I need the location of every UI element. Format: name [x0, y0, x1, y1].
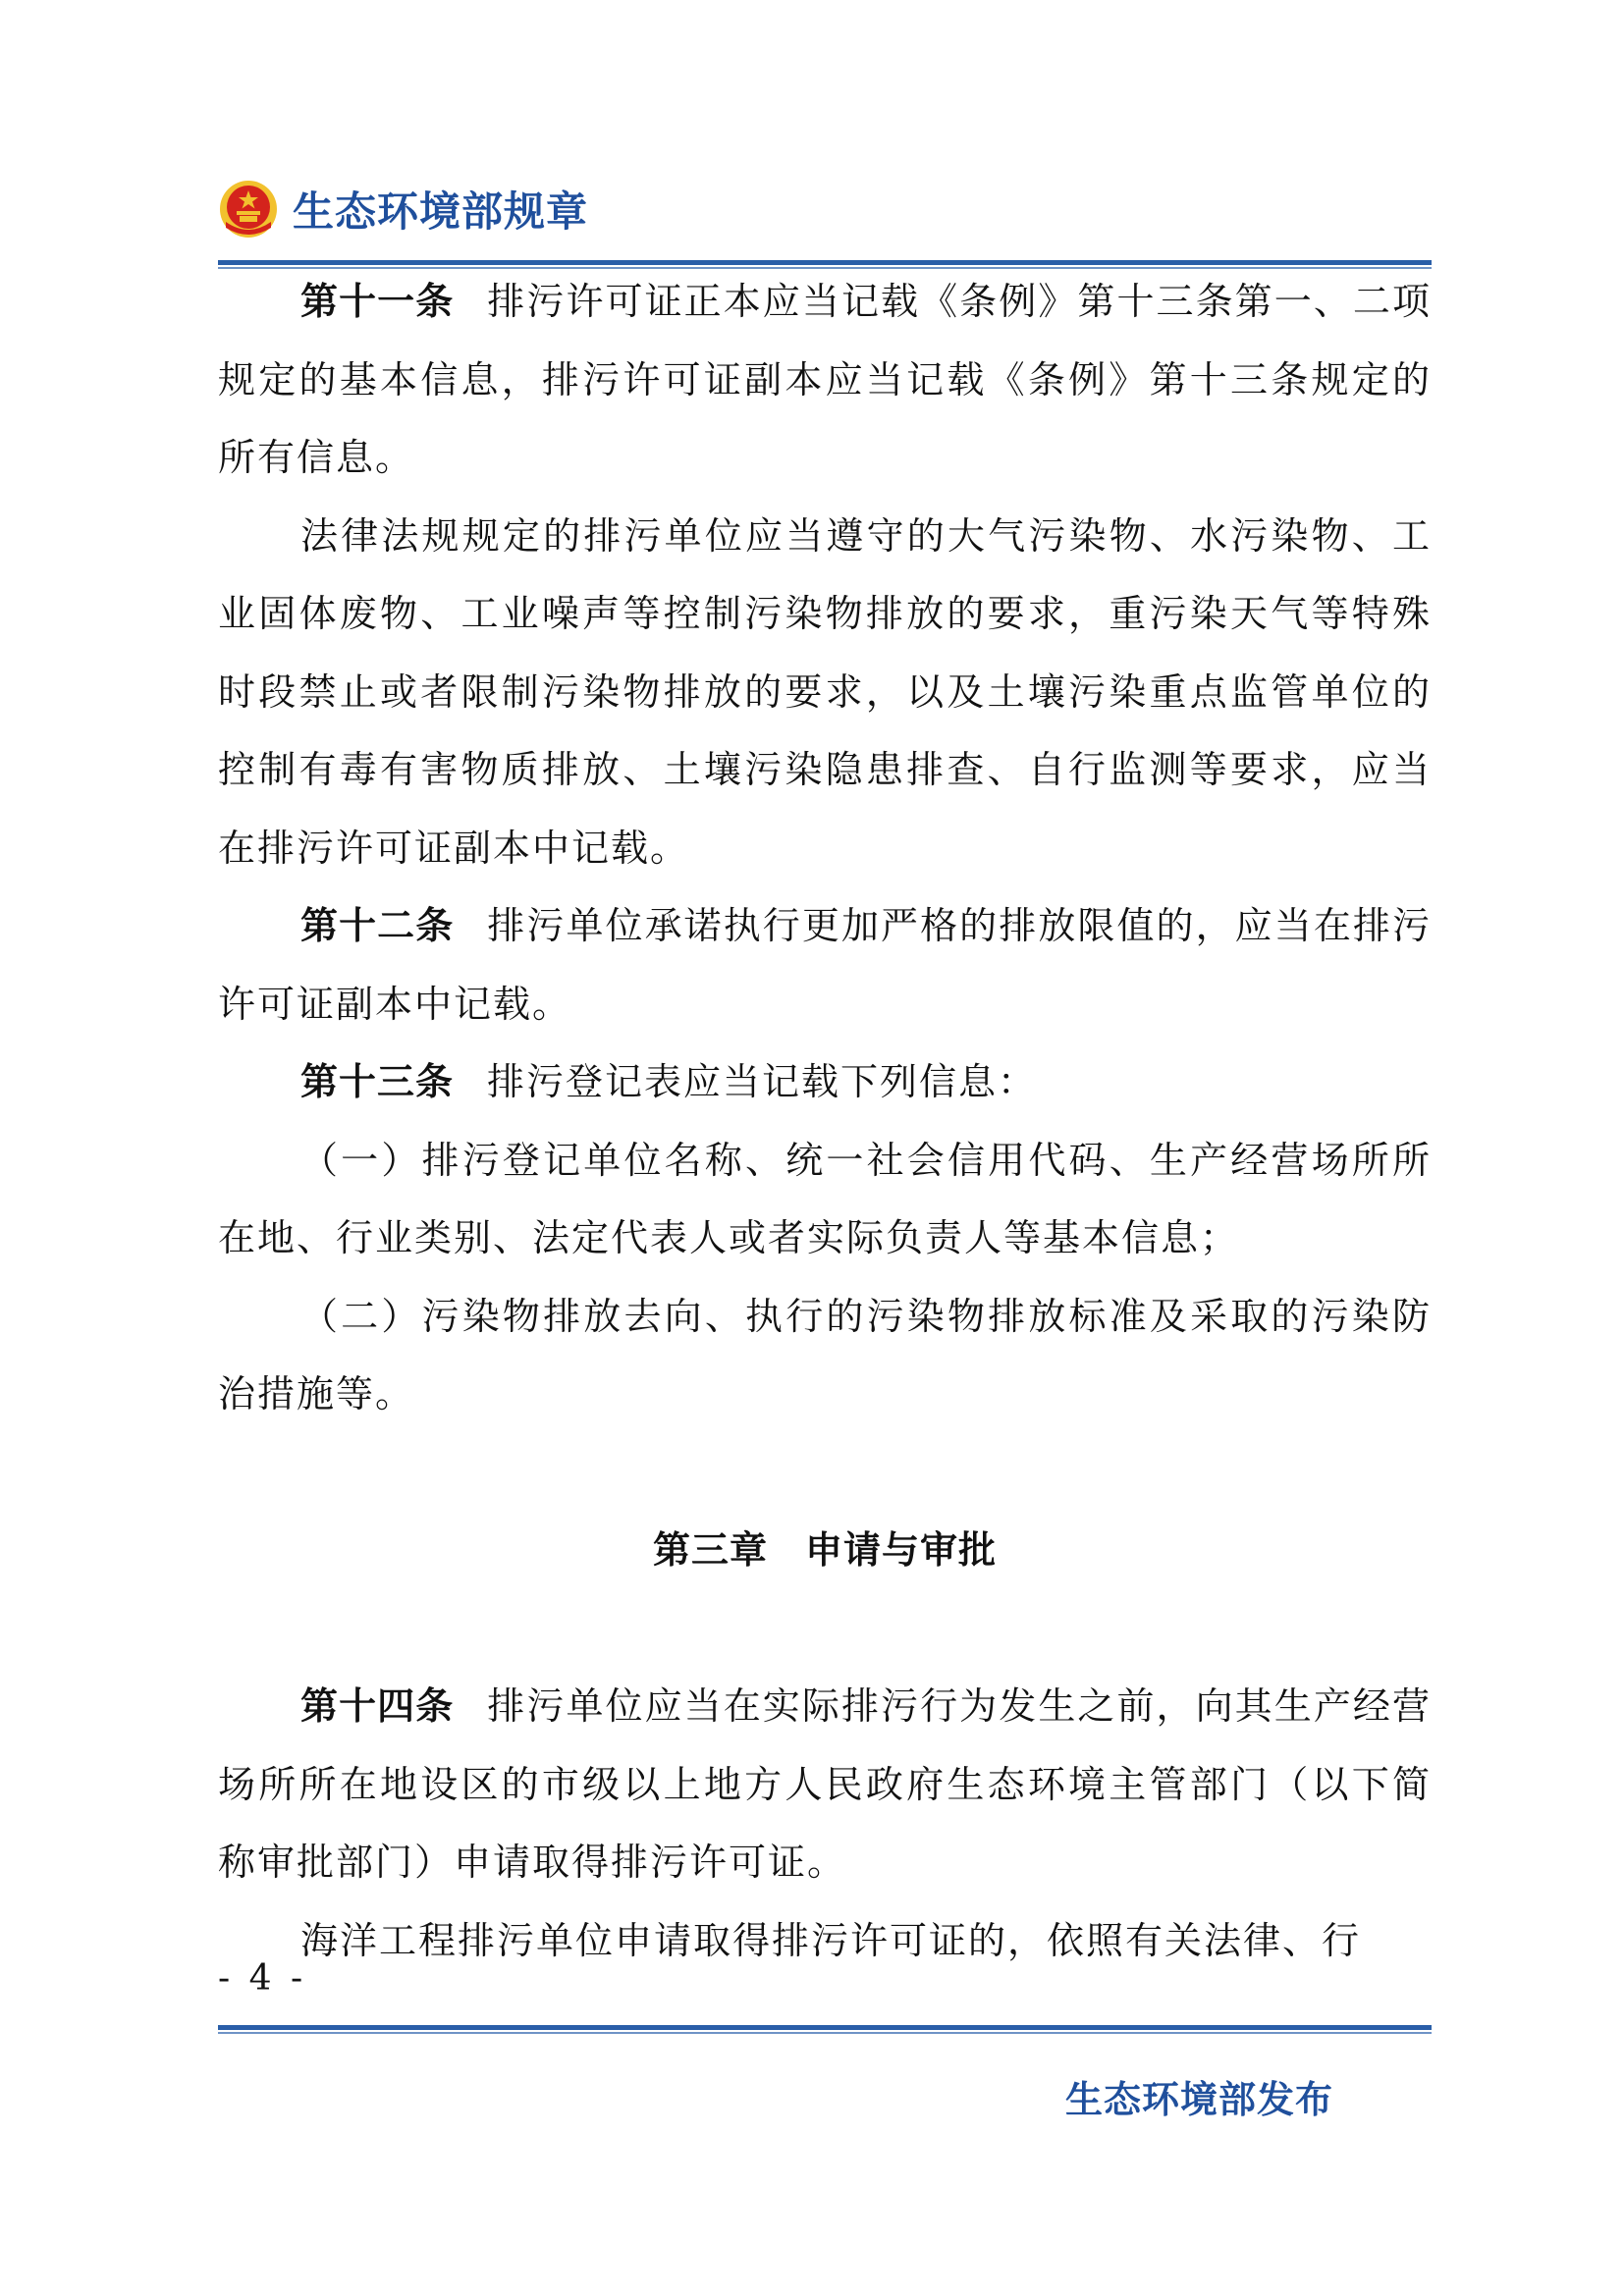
- article-heading: 第十一条: [300, 280, 455, 323]
- chapter-title: 申请与审批: [805, 1528, 998, 1572]
- article-heading: 第十二条: [300, 904, 455, 947]
- article-text: 排污登记表应当记载下列信息：: [487, 1060, 1038, 1103]
- article-heading: 第十四条: [300, 1684, 455, 1728]
- article-text: 排污许可证正本应当记载《条例》第十三条第一、二项规定的基本信息，排污许可证副本应当记载《条例》第十三条规定的所有信息。: [218, 280, 1432, 479]
- list-item: （一）排污登记单位名称、统一社会信用代码、生产经营场所所在地、行业类别、法定代表人或者实际负责人等基本信息；: [218, 1138, 1432, 1259]
- article-13: [218, 1043, 1432, 1122]
- spacer: [218, 1434, 1432, 1513]
- footer-rule-thin: [218, 2032, 1432, 2034]
- chapter-heading: [218, 1512, 1432, 1590]
- article-12: [218, 887, 1432, 1043]
- list-item: （二）污染物排放去向、执行的污染物排放标准及采取的污染防治措施等。: [218, 1294, 1432, 1415]
- document-body: [218, 263, 1432, 1980]
- footer-rule: [218, 2025, 1432, 2030]
- footer-publisher: 生态环境部发布: [1065, 2078, 1334, 2121]
- paragraph: 法律法规规定的排污单位应当遵守的大气污染物、水污染物、工业固体废物、工业噪声等控制污染物排放的要求，重污染天气等特殊时段禁止或者限制污染物排放的要求，以及土壤污染重点监管单位的控制有毒有害物质排放、土壤污染隐患排查、自行监测等要求，应当在排污许可证副本中记载。: [218, 513, 1432, 870]
- chapter-number: 第三章: [652, 1528, 768, 1572]
- article-heading: 第十三条: [300, 1060, 455, 1103]
- spacer: [218, 1590, 1432, 1669]
- paragraph: 海洋工程排污单位申请取得排污许可证的，依照有关法律、行: [300, 1918, 1362, 1962]
- article-11: [218, 263, 1432, 498]
- header-title: 生态环境部规章: [293, 187, 589, 236]
- article-text: 排污单位应当在实际排污行为发生之前，向其生产经营场所所在地设区的市级以上地方人民政府生态环境主管部门（以下简称审批部门）申请取得排污许可证。: [218, 1684, 1432, 1884]
- page-number: - 4 -: [218, 1958, 307, 1999]
- article-14: [218, 1668, 1432, 1902]
- article-text: 排污单位承诺执行更加严格的排放限值的，应当在排污许可证副本中记载。: [218, 904, 1432, 1026]
- page-header: [218, 175, 588, 243]
- national-emblem-icon: [218, 179, 279, 240]
